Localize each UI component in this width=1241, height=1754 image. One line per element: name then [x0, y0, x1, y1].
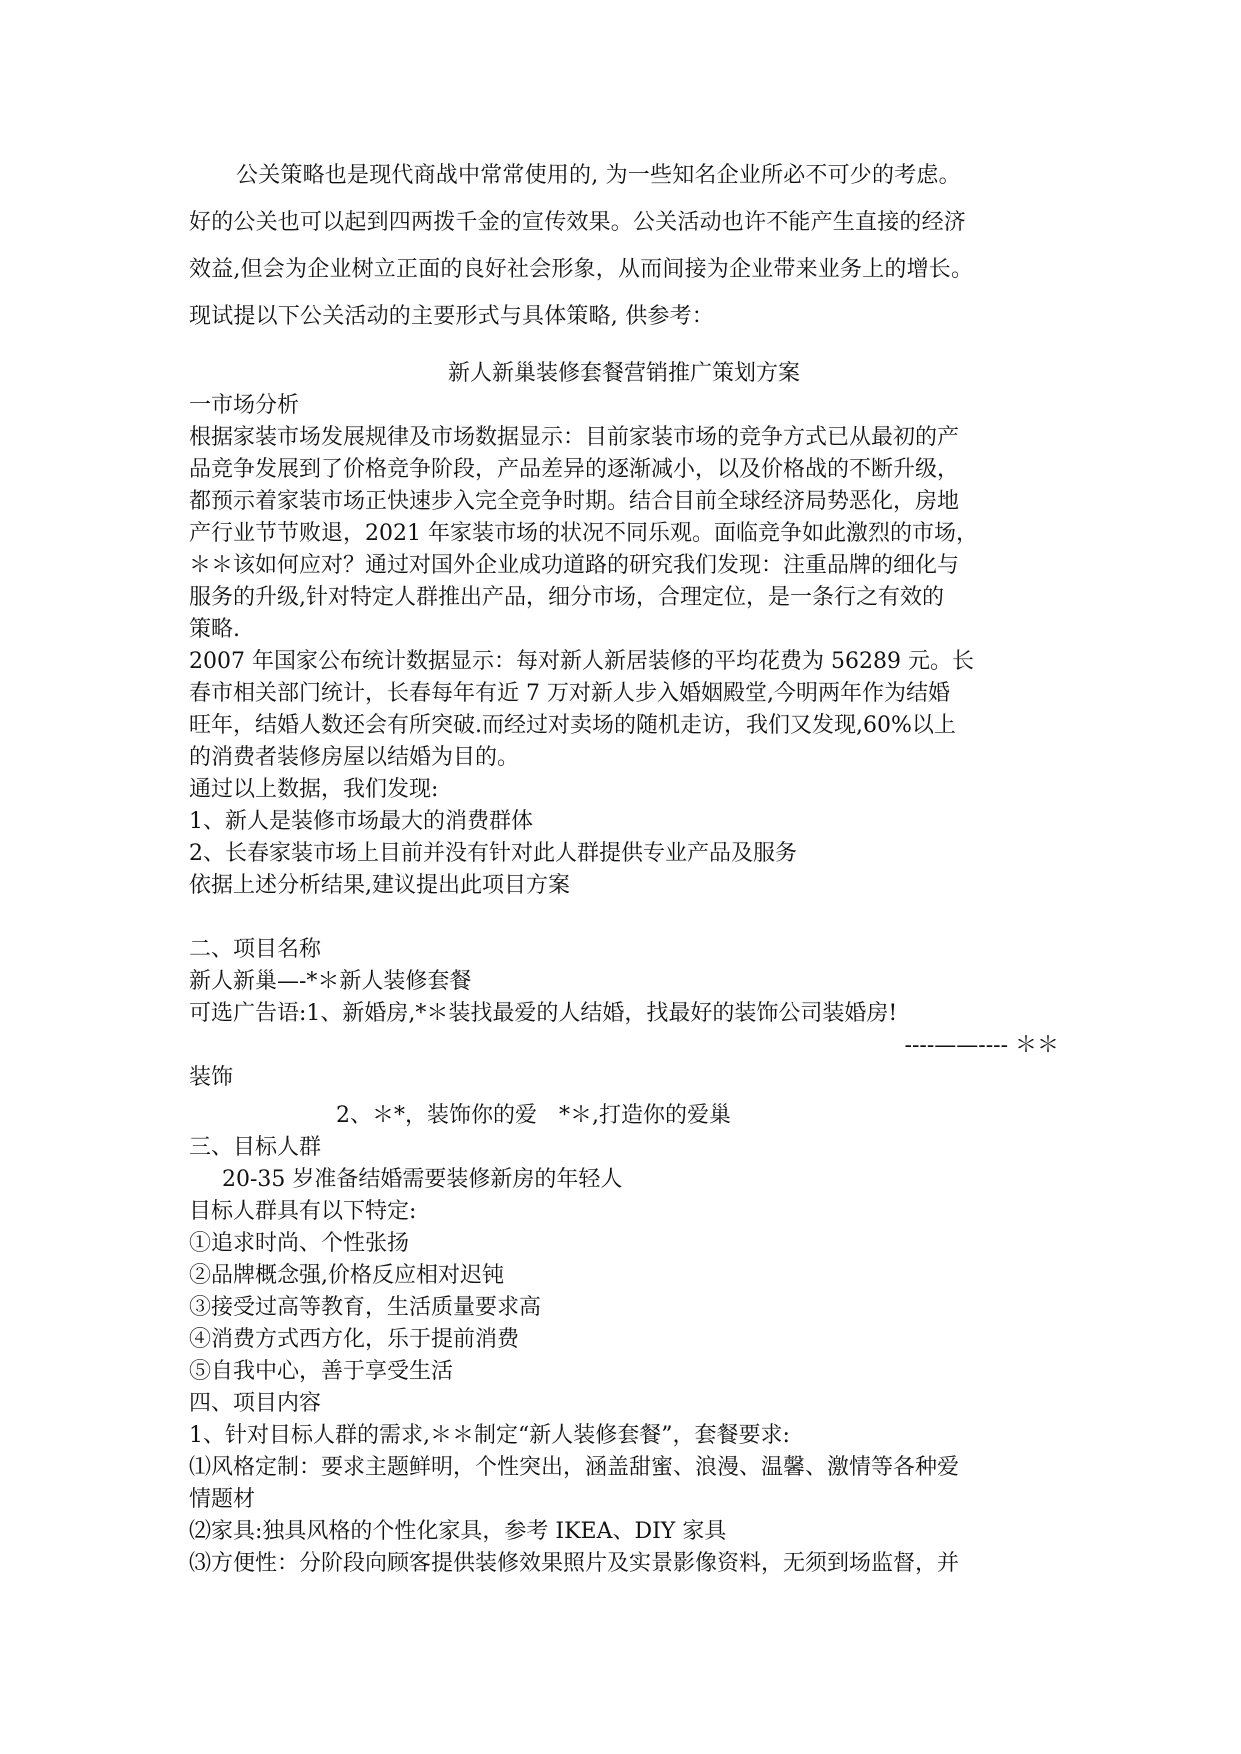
- intro-line: 效益,但会为企业树立正面的良好社会形象，从而间接为企业带来业务上的增长。: [189, 257, 974, 282]
- section-heading: 四、项目内容: [189, 1391, 322, 1416]
- paragraph-line: 服务的升级,针对特定人群推出产品，细分市场，合理定位，是一条行之有效的: [189, 585, 944, 610]
- section-heading: 一市场分析: [189, 393, 300, 418]
- paragraph-line: 旺年，结婚人数还会有所突破.而经过对卖场的随机走访，我们又发现,60%以上: [189, 713, 956, 738]
- paragraph-line: ＊＊该如何应对？通过对国外企业成功道路的研究我们发现：注重品牌的细化与: [189, 553, 960, 578]
- paragraph-line: 策略.: [189, 617, 240, 642]
- intro-line: 公关策略也是现代商战中常常使用的, 为一些知名企业所必不可少的考虑。: [236, 163, 961, 188]
- slogan-attribution: ----——---- ＊＊: [904, 1033, 1059, 1058]
- section-heading: 三、目标人群: [189, 1135, 322, 1160]
- paragraph-line: 春市相关部门统计，长春每年有近 7 万对新人步入婚姻殿堂,今明两年作为结婚: [189, 681, 950, 706]
- content-subitem: ⑵家具:独具风格的个性化家具，参考 IKEA、DIY 家具: [189, 1519, 727, 1544]
- trait-item: ③接受过高等教育，生活质量要求高: [189, 1295, 542, 1320]
- paragraph-line: 的消费者装修房屋以结婚为目的。: [189, 745, 520, 770]
- project-name: 新人新巢—-*＊新人装修套餐: [189, 969, 472, 994]
- trait-item: ⑤自我中心，善于享受生活: [189, 1359, 454, 1384]
- content-subitem: ⑶方便性：分阶段向顾客提供装修效果照片及实景影像资料，无须到场监督，并: [189, 1551, 960, 1576]
- paragraph-line: 根据家装市场发展规律及市场数据显示：目前家装市场的竞争方式已从最初的产: [189, 425, 960, 450]
- conclusion-line: 依据上述分析结果,建议提出此项目方案: [189, 873, 570, 898]
- trait-item: ①追求时尚、个性张扬: [189, 1231, 410, 1256]
- finding-item: 1、新人是装修市场最大的消费群体: [189, 809, 533, 834]
- content-subitem: 情题材: [189, 1487, 256, 1512]
- findings-intro: 通过以上数据，我们发现:: [189, 777, 439, 802]
- document-title: 新人新巢装修套餐营销推广策划方案: [447, 361, 800, 386]
- paragraph-line: 2007 年国家公布统计数据显示：每对新人新居装修的平均花费为 56289 元。长: [189, 649, 974, 674]
- paragraph-line: 都预示着家装市场正快速步入完全竞争时期。结合目前全球经济局势恶化，房地: [189, 489, 960, 514]
- slogan-attribution-tail: 装饰: [189, 1065, 234, 1090]
- slogan-line: 可选广告语:1、新婚房,*＊装找最爱的人结婚，找最好的装饰公司装婚房!: [189, 1001, 898, 1026]
- slogan-line: 2、＊*，装饰你的爱 *＊,打造你的爱巢: [336, 1103, 731, 1128]
- paragraph-line: 品竞争发展到了价格竞争阶段，产品差异的逐渐减小，以及价格战的不断升级，: [189, 457, 960, 482]
- intro-line: 现试提以下公关活动的主要形式与具体策略, 供参考：: [189, 304, 714, 329]
- content-item: 1、针对目标人群的需求,＊＊制定“新人装修套餐”，套餐要求:: [189, 1423, 790, 1448]
- paragraph-line: 产行业节节败退，2021 年家装市场的状况不同乐观。面临竞争如此激烈的市场，: [189, 521, 978, 546]
- finding-item: 2、长春家装市场上目前并没有针对此人群提供专业产品及服务: [189, 841, 797, 866]
- target-group: 20-35 岁准备结婚需要装修新房的年轻人: [222, 1167, 623, 1192]
- trait-item: ④消费方式西方化，乐于提前消费: [189, 1327, 520, 1352]
- intro-line: 好的公关也可以起到四两拨千金的宣传效果。公关活动也许不能产生直接的经济: [189, 210, 967, 235]
- trait-item: ②品牌概念强,价格反应相对迟钝: [189, 1263, 504, 1288]
- traits-intro: 目标人群具有以下特定:: [189, 1199, 417, 1224]
- section-heading: 二、项目名称: [189, 937, 322, 962]
- content-subitem: ⑴风格定制：要求主题鲜明，个性突出，涵盖甜蜜、浪漫、温馨、激情等各种爱: [189, 1455, 960, 1480]
